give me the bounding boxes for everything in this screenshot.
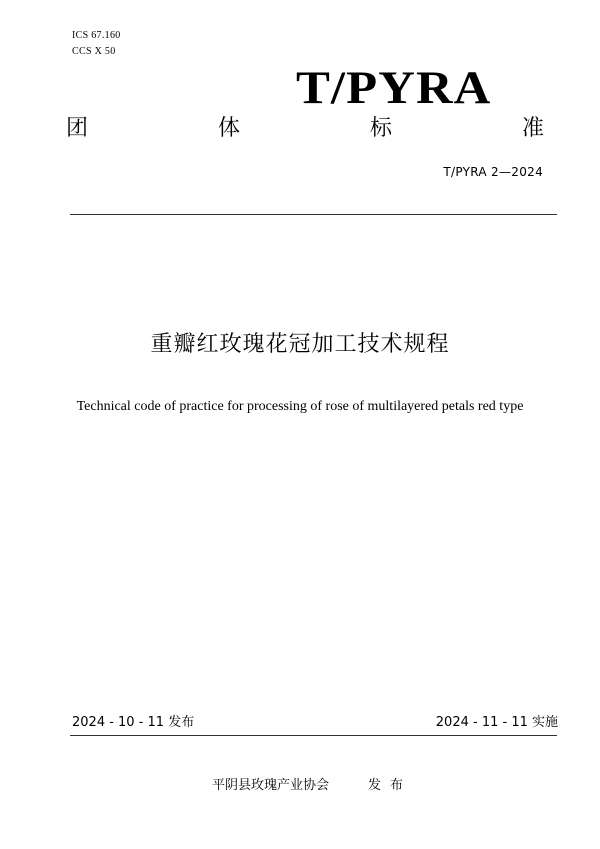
- document-title-chinese: 重瓣红玫瑰花冠加工技术规程: [150, 332, 450, 357]
- implementation-date: 2024 - 11 - 11 实施: [435, 715, 558, 730]
- standard-type-char: 标: [370, 116, 393, 141]
- publisher-name: 平阴县玫瑰产业协会: [212, 778, 330, 793]
- publish-label: 发布: [368, 778, 413, 793]
- footer-divider: [70, 735, 557, 736]
- standard-number: T/PYRA 2—2024: [443, 165, 543, 179]
- standard-type-char: 体: [218, 116, 241, 141]
- organization-logo: T/PYRA: [296, 62, 492, 114]
- ics-code: ICS 67.160: [72, 30, 121, 41]
- standard-type-char: 团: [66, 116, 89, 141]
- document-title-english: Technical code of practice for processing of rose of multilayered petals red type: [76, 399, 524, 414]
- issue-date: 2024 - 10 - 11 发布: [72, 715, 195, 730]
- standard-type-char: 准: [522, 116, 545, 141]
- ccs-code: CCS X 50: [72, 46, 116, 57]
- header-divider: [70, 214, 557, 215]
